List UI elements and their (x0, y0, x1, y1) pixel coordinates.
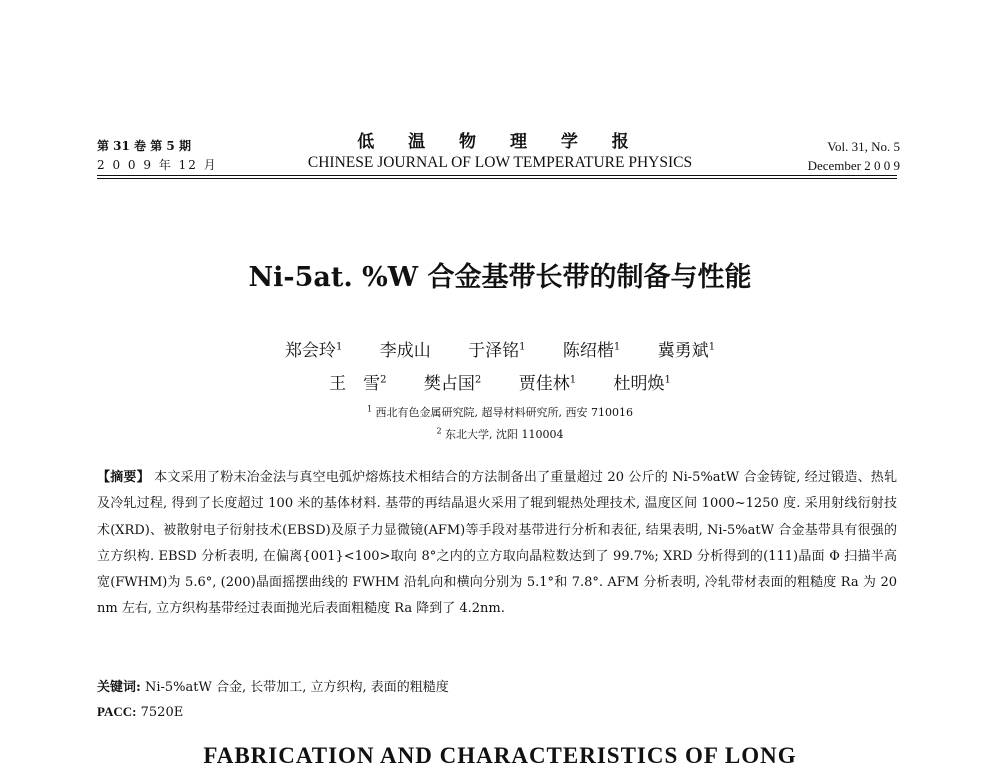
abstract (97, 465, 897, 623)
author (468, 336, 525, 361)
keywords-text: Ni-5%atW 合金, 长带加工, 立方织构, 表面的粗糙度 (144, 680, 449, 695)
header-rule-bottom (97, 178, 897, 179)
journal-title-en: CHINESE JOURNAL OF LOW TEMPERATURE PHYSICS (307, 154, 693, 171)
author-row-1 (0, 336, 1000, 361)
keywords (97, 676, 449, 700)
english-title: FABRICATION AND CHARACTERISTICS OF LONG (203, 743, 797, 768)
journal-name (240, 131, 760, 173)
author (658, 336, 715, 361)
keywords-label: 关键词: (97, 680, 141, 695)
abstract-text: 本文采用了粉末冶金法与真空电弧炉熔炼技术相结合的方法制备出了重量超过 20 公斤的 Ni-5%atW 合金铸锭, 经过锻造、热轧及冷轧过程, 得到了长度超过 100 米的基体材料. 基带的再结晶退火采用了辊到辊热处理技术, 温度区间 1000~1250 度. 采用射线衍射技术(XRD)、被散射电子衍射技术(EBSD)及原子力显微镜(AFM)等手段对基带进行分析和表征, 结果表明, Ni-5%atW 合金基带具有很强的立方织构. EBSD 分析表明, 在偏离{001}<100>取向 8°之内的立方取向晶粒数达到了 99.7%; XRD 分析得到的(111)晶面 Φ 扫描半高宽(FWHM)为 5.6°, (200)晶面摇摆曲线的 FWHM 沿轧向和横向分别为 5.1°和 7.8°. AFM 分析表明, 冷轧带材表面的粗糙度 Ra 为 20 nm 左右, 立方织构基带经过表面抛光后表面粗糙度 Ra 降到了 4.2nm. (97, 470, 897, 617)
affiliation-text: 西北有色金属研究院, 超导材料研究所, 西安 710016 (375, 406, 634, 419)
author-name: 贾佳林 (518, 374, 570, 394)
author (329, 369, 386, 394)
author (424, 369, 481, 394)
author-aff-mark: 2 (380, 374, 387, 386)
paper-title: Ni-5at. %W 合金基带长带的制备与性能 (248, 262, 752, 293)
author-aff-mark: 1 (335, 341, 343, 353)
author (285, 336, 342, 361)
pacc-label: PACC: (97, 704, 137, 719)
author-name: 杜明焕 (613, 374, 665, 394)
author-aff-mark: 1 (664, 374, 671, 386)
author-name: 王 雪 (329, 374, 381, 394)
header-volume-info (808, 137, 900, 175)
author (613, 369, 670, 394)
author-aff-mark: 1 (613, 341, 621, 353)
journal-title-cn: 低 温 物 理 学 报 (357, 132, 643, 152)
author (563, 336, 620, 361)
author-aff-mark: 1 (708, 341, 716, 353)
affiliation-mark: 2 (436, 426, 442, 436)
author-name: 李成山 (379, 341, 431, 361)
affiliation-text: 东北大学, 沈阳 110004 (445, 428, 564, 441)
author-name: 郑会玲 (284, 341, 336, 361)
pacc (97, 700, 183, 725)
header-issue-info (97, 137, 218, 175)
issue-date-cn: 2 0 0 9 年 12 月 (97, 158, 218, 172)
volume-en: Vol. 31, No. 5 (827, 139, 900, 154)
author-name: 于泽铭 (468, 341, 520, 361)
author-name: 陈绍楷 (562, 341, 614, 361)
author-name: 冀勇斌 (657, 341, 709, 361)
affiliation-1 (0, 404, 1000, 420)
affiliation-2 (0, 426, 1000, 442)
abstract-label: 【摘要】 (97, 470, 150, 485)
author (380, 336, 431, 361)
author-name: 樊占国 (423, 374, 475, 394)
header-rule-top (97, 175, 897, 176)
author-aff-mark: 1 (519, 341, 526, 353)
volume-issue: 第 31 卷 第 5 期 (97, 139, 191, 153)
author-aff-mark: 1 (569, 374, 577, 386)
author-aff-mark: 2 (474, 374, 482, 386)
pacc-code: 7520E (140, 705, 184, 720)
issue-date-en: December 2 0 0 9 (807, 158, 900, 173)
author (519, 369, 576, 394)
affiliation-mark: 1 (366, 404, 373, 414)
author-row-2 (0, 369, 1000, 394)
